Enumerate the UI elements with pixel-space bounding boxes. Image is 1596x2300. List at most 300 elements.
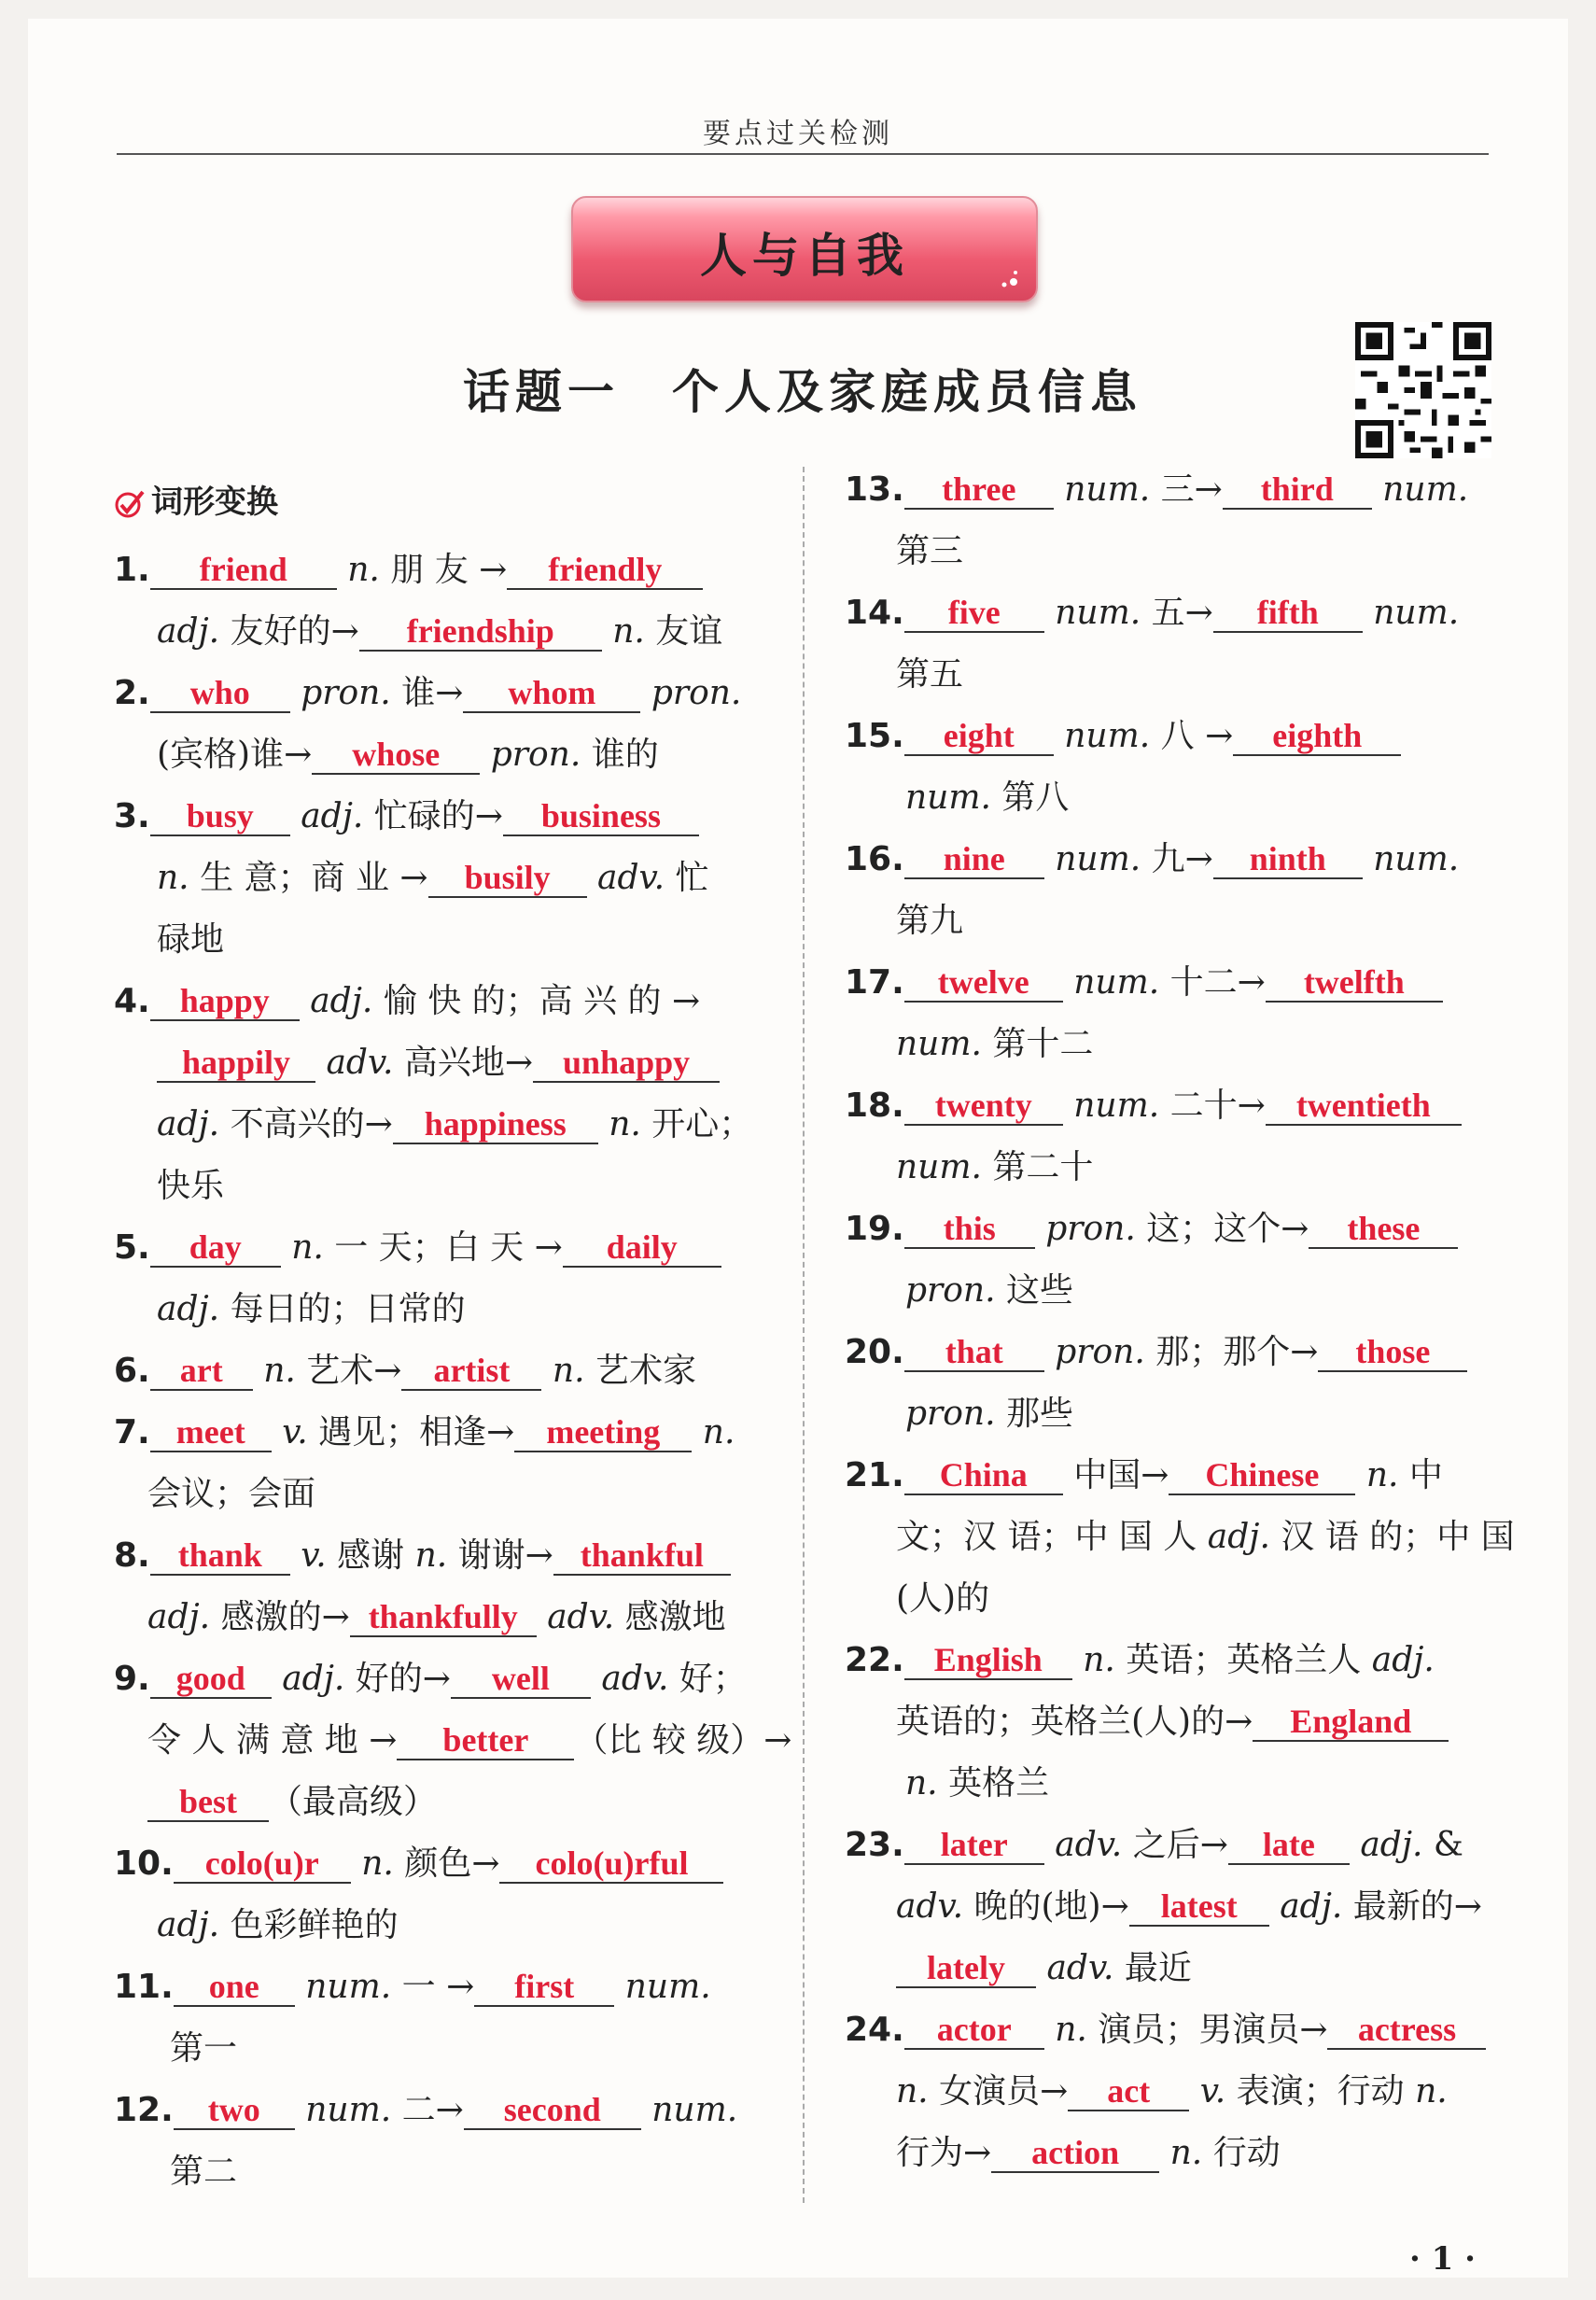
answer-blank[interactable]: thankful — [553, 1536, 731, 1576]
part-of-speech: v. — [282, 1413, 308, 1452]
exercise-line — [170, 2027, 237, 2070]
exercise-line — [114, 980, 700, 1023]
item-number: 23. — [845, 1826, 904, 1864]
part-of-speech: num. — [305, 1968, 392, 2006]
exercise-line — [114, 672, 741, 715]
part-of-speech: n. — [609, 1105, 641, 1143]
part-of-speech: n. — [896, 2072, 929, 2111]
part-of-speech: num. — [1373, 840, 1460, 878]
exercise-line — [845, 592, 1459, 635]
exercise-line — [845, 1824, 1463, 1867]
gloss-text — [541, 1352, 552, 1390]
gloss-text: 艺术家 — [584, 1352, 696, 1390]
answer-blank[interactable]: daily — [563, 1228, 721, 1268]
exercise-line — [157, 857, 709, 900]
gloss-text: 谢谢→ — [447, 1536, 553, 1575]
sparkle-icon — [991, 269, 1019, 288]
running-header: 要点过关检测 — [703, 118, 893, 150]
part-of-speech: adj. — [1360, 1826, 1423, 1864]
gloss-text: 感谢 — [326, 1536, 415, 1575]
part-of-speech: num. — [1055, 840, 1141, 878]
gloss-text: 这；这个→ — [1135, 1210, 1309, 1248]
answer-blank[interactable]: second — [464, 2091, 641, 2130]
answer-blank[interactable]: artist — [401, 1352, 541, 1391]
answer-blank[interactable]: eighth — [1233, 717, 1401, 756]
exercise-line — [157, 1288, 466, 1331]
part-of-speech: pron. — [905, 1395, 996, 1433]
gloss-text — [1372, 470, 1382, 509]
item-number: 19. — [845, 1210, 904, 1248]
part-of-speech: n. — [612, 612, 645, 651]
gloss-text — [1044, 594, 1055, 632]
gloss-text: 那；那个→ — [1144, 1333, 1319, 1371]
exercise-line — [896, 1146, 1093, 1189]
exercise-line — [147, 1781, 437, 1824]
gloss-text — [598, 1105, 609, 1143]
exercise-line — [114, 1535, 731, 1578]
item-number: 10. — [114, 1844, 174, 1883]
answer-blank[interactable]: who — [150, 674, 290, 713]
gloss-text: 这些 — [995, 1271, 1074, 1310]
exercise-line — [845, 838, 1459, 881]
exercise-line — [114, 1350, 696, 1393]
part-of-speech: num. — [1373, 594, 1460, 632]
checkmark-icon — [114, 488, 146, 520]
gloss-text — [1044, 840, 1055, 878]
item-number: 15. — [845, 717, 904, 755]
part-of-speech: num. — [896, 1025, 982, 1063]
gloss-text — [602, 612, 612, 651]
gloss-text: 生 意；商 业 → — [189, 859, 428, 897]
answer-blank[interactable]: colo(u)r — [174, 1844, 351, 1884]
answer-blank[interactable]: twelve — [904, 963, 1063, 1003]
gloss-text: 友好的→ — [219, 612, 359, 651]
part-of-speech: adj. — [1207, 1518, 1270, 1556]
gloss-text: 第二 — [170, 2153, 238, 2191]
gloss-text: 晚的(地)→ — [963, 1887, 1129, 1926]
part-of-speech: adj. — [310, 982, 373, 1020]
answer-blank[interactable]: happily — [157, 1044, 315, 1083]
part-of-speech: pron. — [905, 1271, 996, 1310]
answer-blank[interactable]: actress — [1327, 2011, 1486, 2050]
item-number: 14. — [845, 594, 904, 632]
gloss-text — [1035, 1210, 1045, 1248]
answer-blank[interactable]: thank — [150, 1536, 290, 1576]
item-number: 8. — [114, 1536, 150, 1575]
answer-blank[interactable]: lately — [896, 1949, 1036, 1988]
answer-blank[interactable]: those — [1318, 1333, 1467, 1372]
gloss-text: 五→ — [1141, 594, 1213, 632]
part-of-speech: pron. — [490, 736, 581, 774]
exercise-line — [845, 1085, 1462, 1128]
gloss-text: 三→ — [1150, 470, 1223, 509]
gloss-text: 行为→ — [896, 2134, 992, 2172]
exercise-line — [114, 1843, 723, 1886]
part-of-speech: n. — [361, 1844, 394, 1883]
answer-blank[interactable]: late — [1228, 1826, 1350, 1865]
gloss-text: 第十二 — [981, 1025, 1094, 1063]
part-of-speech: pron. — [651, 674, 742, 712]
gloss-text: 文；汉 语；中 国 人 — [896, 1518, 1208, 1556]
part-of-speech: adv. — [896, 1887, 964, 1926]
gloss-text — [1054, 470, 1064, 509]
answer-blank[interactable]: ninth — [1213, 840, 1363, 879]
exercise-line — [896, 2070, 1448, 2113]
gloss-text: 色彩鲜艳的 — [219, 1906, 399, 1944]
exercise-line — [845, 1331, 1467, 1374]
answer-blank[interactable]: busily — [428, 859, 587, 898]
gloss-text — [692, 1413, 702, 1452]
gloss-text: 二十→ — [1159, 1087, 1266, 1125]
exercise-line — [147, 1719, 791, 1762]
answer-blank[interactable]: twentieth — [1266, 1087, 1462, 1126]
gloss-text: 第八 — [990, 778, 1070, 817]
answer-blank[interactable]: twenty — [904, 1087, 1063, 1126]
answer-blank[interactable]: two — [174, 2091, 295, 2130]
exercise-line — [905, 1762, 1049, 1805]
part-of-speech: adj. — [157, 1906, 220, 1944]
gloss-text — [290, 797, 301, 835]
part-of-speech: n. — [347, 551, 380, 589]
part-of-speech: v. — [1199, 2072, 1226, 2111]
gloss-text — [1189, 2072, 1199, 2111]
answer-blank[interactable]: China — [904, 1456, 1063, 1495]
answer-blank[interactable]: nine — [904, 840, 1044, 879]
topic-title: 话题一 个人及家庭成员信息 — [463, 364, 1142, 419]
unit-banner — [571, 196, 1038, 302]
item-number: 11. — [114, 1968, 174, 2006]
answer-blank[interactable]: meeting — [514, 1413, 692, 1452]
answer-blank[interactable]: these — [1309, 1210, 1458, 1249]
gloss-text — [1363, 594, 1373, 632]
exercise-line — [157, 1042, 720, 1085]
exercise-line — [896, 1886, 1482, 1928]
gloss-text: 汉 语 的；中 国 — [1269, 1518, 1515, 1556]
gloss-text — [295, 1968, 305, 2006]
gloss-text: 中国→ — [1062, 1456, 1169, 1494]
exercise-line — [896, 653, 963, 696]
section-heading — [114, 476, 278, 522]
exercise-line — [896, 1701, 1449, 1744]
exercise-line — [845, 1208, 1458, 1251]
part-of-speech: n. — [1169, 2134, 1203, 2172]
part-of-speech: n. — [905, 1764, 938, 1802]
gloss-text: 高兴地→ — [393, 1044, 534, 1082]
gloss-text — [290, 1536, 301, 1575]
item-number: 12. — [114, 2091, 174, 2129]
exercise-line — [114, 2089, 737, 2132]
answer-blank[interactable]: Chinese — [1169, 1456, 1355, 1495]
gloss-text: 表演；行动 — [1225, 2072, 1416, 2111]
answer-blank[interactable]: friendly — [507, 551, 703, 590]
gloss-text: 二→ — [391, 2091, 464, 2129]
gloss-text: 英语；英格兰人 — [1114, 1641, 1372, 1679]
answer-blank[interactable]: friendship — [359, 612, 602, 652]
gloss-text — [641, 2091, 651, 2129]
exercise-line — [114, 1966, 711, 2009]
answer-blank[interactable]: well — [451, 1660, 591, 1699]
gloss-text: 九→ — [1141, 840, 1213, 878]
column-divider — [803, 467, 805, 2203]
part-of-speech: pron. — [301, 674, 391, 712]
answer-blank[interactable]: three — [904, 470, 1054, 510]
gloss-text: 演员；男演员→ — [1086, 2011, 1328, 2049]
part-of-speech: num. — [651, 2091, 738, 2129]
gloss-text: 第二十 — [981, 1148, 1094, 1186]
exercise-line — [114, 1227, 721, 1269]
exercise-line — [905, 1269, 1073, 1312]
gloss-text: 朋 友 → — [379, 551, 508, 589]
answer-blank[interactable]: action — [991, 2134, 1159, 2173]
part-of-speech: num. — [624, 1968, 711, 2006]
gloss-text — [640, 674, 651, 712]
gloss-text — [1072, 1641, 1083, 1679]
gloss-text: 快乐 — [157, 1167, 225, 1205]
answer-blank[interactable]: eight — [904, 717, 1054, 756]
gloss-text — [337, 551, 347, 589]
item-number: 17. — [845, 963, 904, 1002]
exercise-line — [157, 734, 659, 777]
gloss-text: 好； — [668, 1660, 747, 1698]
answer-blank[interactable]: act — [1068, 2072, 1189, 2111]
gloss-text: 忙碌的→ — [363, 797, 503, 835]
answer-blank[interactable]: whose — [312, 736, 480, 775]
exercise-line — [845, 1639, 1435, 1682]
gloss-text: 感激地 — [614, 1598, 726, 1636]
item-number: 6. — [114, 1352, 150, 1390]
exercise-line — [157, 1103, 752, 1146]
exercise-line — [896, 900, 963, 943]
gloss-text: 那些 — [995, 1395, 1074, 1433]
part-of-speech: n. — [702, 1413, 735, 1452]
gloss-text: 忙 — [665, 859, 709, 897]
exercise-line — [896, 2132, 1281, 2175]
gloss-text — [1363, 840, 1373, 878]
gloss-text: 愉 快 的；高 兴 的 → — [372, 982, 701, 1020]
gloss-text: 遇见；相逢→ — [307, 1413, 515, 1452]
item-number: 18. — [845, 1087, 904, 1125]
gloss-text: 友谊 — [644, 612, 723, 651]
gloss-text — [272, 1413, 282, 1452]
gloss-text: 开心； — [640, 1105, 753, 1143]
answer-blank[interactable]: twelfth — [1266, 963, 1443, 1003]
gloss-text: 英语的；英格兰(人)的→ — [896, 1703, 1253, 1741]
exercise-line — [114, 795, 699, 838]
answer-blank[interactable]: friend — [150, 551, 337, 590]
gloss-text: 第一 — [170, 2029, 238, 2068]
answer-blank[interactable]: England — [1253, 1703, 1449, 1742]
answer-blank[interactable]: English — [904, 1641, 1072, 1680]
gloss-text — [591, 1660, 601, 1698]
item-number: 4. — [114, 982, 150, 1020]
gloss-text: 谁→ — [390, 674, 464, 712]
gloss-text — [1063, 963, 1073, 1002]
part-of-speech: n. — [291, 1228, 324, 1267]
part-of-speech: n. — [1415, 2072, 1448, 2111]
part-of-speech: pron. — [1055, 1333, 1145, 1371]
part-of-speech: num. — [1064, 470, 1151, 509]
answer-blank[interactable]: good — [150, 1660, 272, 1699]
gloss-text: 令 人 满 意 地 → — [147, 1721, 398, 1760]
part-of-speech: n. — [263, 1352, 296, 1390]
part-of-speech: n. — [157, 859, 189, 897]
gloss-text: 颜色→ — [393, 1844, 500, 1883]
gloss-text: 十二→ — [1159, 963, 1266, 1002]
gloss-text — [295, 2091, 305, 2129]
answer-blank[interactable]: happiness — [393, 1105, 598, 1144]
gloss-text: 碌地 — [157, 920, 225, 959]
part-of-speech: v. — [301, 1536, 327, 1575]
part-of-speech: num. — [1382, 470, 1469, 509]
gloss-text: 中 — [1398, 1456, 1443, 1494]
gloss-text: 会议；会面 — [147, 1475, 316, 1513]
gloss-text — [351, 1844, 361, 1883]
gloss-text — [1159, 2134, 1169, 2172]
item-number: 3. — [114, 797, 150, 835]
gloss-text: 每日的；日常的 — [219, 1290, 466, 1328]
answer-blank[interactable]: that — [904, 1333, 1044, 1372]
gloss-text: 第九 — [896, 902, 964, 940]
exercise-line — [845, 715, 1401, 758]
gloss-text: 一 → — [391, 1968, 475, 2006]
part-of-speech: adv. — [547, 1598, 615, 1636]
answer-blank[interactable]: whom — [463, 674, 640, 713]
exercise-line — [157, 919, 224, 961]
exercise-line — [157, 610, 722, 653]
answer-blank[interactable]: best — [147, 1783, 269, 1822]
part-of-speech: n. — [552, 1352, 585, 1390]
answer-blank[interactable]: busy — [150, 797, 290, 836]
part-of-speech: adj. — [157, 1105, 220, 1143]
gloss-text — [587, 859, 597, 897]
exercise-line — [845, 961, 1443, 1004]
answer-blank[interactable]: third — [1223, 470, 1372, 510]
gloss-text: 女演员→ — [928, 2072, 1069, 2111]
part-of-speech: adj. — [282, 1660, 345, 1698]
page-number: · 1 · — [1409, 2240, 1477, 2278]
exercise-line — [896, 1516, 1515, 1559]
gloss-text: & — [1422, 1826, 1463, 1864]
part-of-speech: adj. — [301, 797, 364, 835]
gloss-text: 感激的→ — [210, 1598, 350, 1636]
part-of-speech: n. — [1055, 2011, 1087, 2049]
exercise-line — [905, 777, 1069, 820]
part-of-speech: num. — [1055, 594, 1141, 632]
gloss-text: 艺术→ — [295, 1352, 402, 1390]
part-of-speech: num. — [1073, 1087, 1160, 1125]
part-of-speech: num. — [1064, 717, 1151, 755]
exercise-line — [157, 1904, 399, 1947]
answer-blank[interactable]: first — [474, 1968, 614, 2007]
exercise-line — [896, 1578, 989, 1620]
gloss-text: 最近 — [1113, 1949, 1192, 1987]
answer-blank[interactable]: business — [503, 797, 699, 836]
exercise-line — [147, 1473, 315, 1516]
gloss-text — [1044, 1333, 1055, 1371]
exercise-line — [905, 1393, 1073, 1436]
gloss-text: （最高级） — [269, 1783, 438, 1821]
part-of-speech: adv. — [601, 1660, 669, 1698]
gloss-text — [1269, 1887, 1280, 1926]
gloss-text: 行动 — [1202, 2134, 1281, 2172]
qr-code-icon[interactable] — [1355, 322, 1491, 458]
gloss-text — [614, 1968, 624, 2006]
exercise-line — [896, 530, 963, 573]
answer-blank[interactable]: thankfully — [350, 1598, 537, 1637]
item-number: 21. — [845, 1456, 904, 1494]
gloss-text — [1355, 1456, 1365, 1494]
part-of-speech: adj. — [1371, 1641, 1435, 1679]
gloss-text — [1044, 1826, 1055, 1864]
gloss-text — [272, 1660, 282, 1698]
part-of-speech: num. — [896, 1148, 982, 1186]
item-number: 7. — [114, 1413, 150, 1452]
gloss-text — [1350, 1826, 1360, 1864]
item-number: 13. — [845, 470, 904, 509]
gloss-text: (人)的 — [896, 1579, 990, 1618]
part-of-speech: adv. — [597, 859, 665, 897]
answer-blank[interactable]: meet — [150, 1413, 272, 1452]
gloss-text: 谁的 — [581, 736, 659, 774]
header-rule — [117, 153, 1489, 155]
part-of-speech: adv. — [326, 1044, 394, 1082]
part-of-speech: n. — [1365, 1456, 1399, 1494]
gloss-text — [1044, 2011, 1055, 2049]
gloss-text: 不高兴的→ — [219, 1105, 393, 1143]
exercise-line — [896, 1947, 1192, 1990]
exercise-line — [147, 1596, 726, 1639]
gloss-text — [253, 1352, 263, 1390]
gloss-text: 一 天；白 天 → — [323, 1228, 563, 1267]
part-of-speech: adj. — [157, 612, 220, 651]
exercise-line — [114, 1658, 747, 1701]
item-number: 1. — [114, 551, 150, 589]
gloss-text: 第五 — [896, 655, 964, 694]
gloss-text: (宾格)谁→ — [157, 736, 313, 774]
answer-blank[interactable]: day — [150, 1228, 281, 1268]
gloss-text — [281, 1228, 291, 1267]
answer-blank[interactable]: fifth — [1213, 594, 1363, 633]
answer-blank[interactable]: better — [397, 1721, 574, 1760]
item-number: 5. — [114, 1228, 150, 1267]
answer-blank[interactable]: colo(u)rful — [499, 1844, 723, 1884]
answer-blank[interactable]: five — [904, 594, 1044, 633]
gloss-text: 第三 — [896, 532, 964, 570]
answer-blank[interactable]: this — [904, 1210, 1035, 1249]
gloss-text — [300, 982, 310, 1020]
answer-blank[interactable]: unhappy — [533, 1044, 720, 1083]
item-number: 24. — [845, 2011, 904, 2049]
gloss-text — [1063, 1087, 1073, 1125]
answer-blank[interactable]: happy — [150, 982, 300, 1021]
answer-blank[interactable]: art — [150, 1352, 253, 1391]
part-of-speech: num. — [305, 2091, 392, 2129]
answer-blank[interactable]: actor — [904, 2011, 1044, 2050]
gloss-text: 之后→ — [1122, 1826, 1228, 1864]
gloss-text — [537, 1598, 547, 1636]
item-number: 22. — [845, 1641, 904, 1679]
item-number: 9. — [114, 1660, 150, 1698]
answer-blank[interactable]: one — [174, 1968, 295, 2007]
item-number: 16. — [845, 840, 904, 878]
answer-blank[interactable]: later — [904, 1826, 1044, 1865]
gloss-text: 好的→ — [344, 1660, 451, 1698]
answer-blank[interactable]: latest — [1129, 1887, 1269, 1927]
gloss-text: （比 较 级）→ — [574, 1721, 792, 1760]
exercise-line — [114, 549, 703, 592]
gloss-text — [1036, 1949, 1046, 1987]
item-number: 20. — [845, 1333, 904, 1371]
